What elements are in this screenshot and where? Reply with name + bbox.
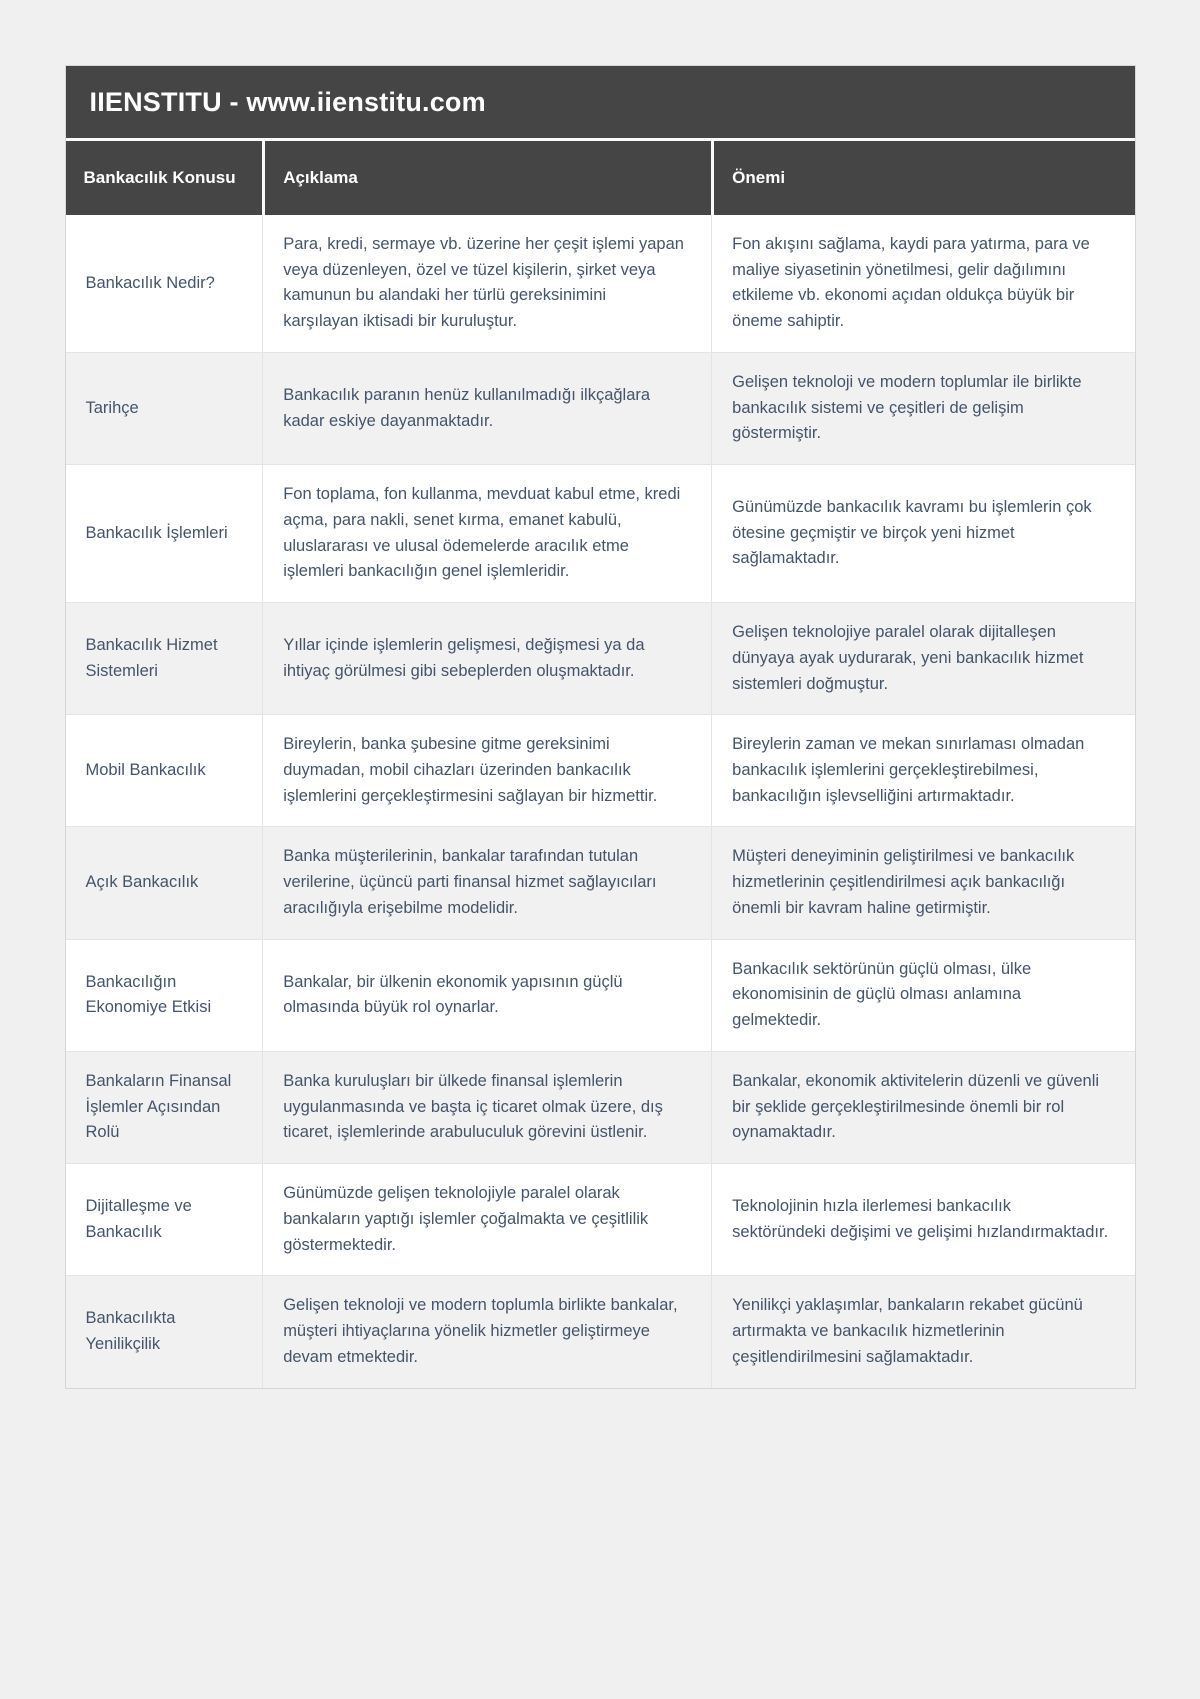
table-row <box>66 939 1135 1051</box>
topic-cell: Mobil Bankacılık <box>66 714 263 826</box>
banking-info-card <box>65 65 1136 1389</box>
description-cell: Yıllar içinde işlemlerin gelişmesi, değişmesi ya da ihtiyaç görülmesi gibi sebeplerden oluşmaktadır. <box>262 602 711 714</box>
importance-cell: Bankacılık sektörünün güçlü olması, ülke ekonomisinin de güçlü olması anlamına gelmektedir. <box>711 939 1134 1051</box>
description-cell: Banka müşterilerinin, bankalar tarafından tutulan verilerine, üçüncü parti finansal hizmet sağlayıcıları aracılığıyla erişebilme modelidir. <box>262 826 711 938</box>
importance-cell: Bankalar, ekonomik aktivitelerin düzenli ve güvenli bir şeklide gerçekleştirilmesinde önemli bir rol oynamaktadır. <box>711 1051 1134 1163</box>
topic-cell: Tarihçe <box>66 352 263 464</box>
topic-cell: Dijitalleşme ve Bankacılık <box>66 1163 263 1275</box>
description-cell: Bankalar, bir ülkenin ekonomik yapısının güçlü olmasında büyük rol oynarlar. <box>262 939 711 1051</box>
table-row <box>66 352 1135 464</box>
table-row <box>66 215 1135 352</box>
importance-cell: Fon akışını sağlama, kaydi para yatırma, para ve maliye siyasetinin yönetilmesi, gelir dağılımını etkileme vb. ekonomi açıdan oldukça büyük bir öneme sahiptir. <box>711 215 1134 352</box>
description-cell: Banka kuruluşları bir ülkede finansal işlemlerin uygulanmasında ve başta iç ticaret olmak üzere, dış ticaret, işlemlerinde arabuluculuk görevini üstlenir. <box>262 1051 711 1163</box>
importance-cell: Teknolojinin hızla ilerlemesi bankacılık sektöründeki değişimi ve gelişimi hızlandırmaktadır. <box>711 1163 1134 1275</box>
importance-cell: Bireylerin zaman ve mekan sınırlaması olmadan bankacılık işlemlerini gerçekleştirebilmesi, bankacılığın işlevselliğini artırmaktadır. <box>711 714 1134 826</box>
importance-cell: Müşteri deneyiminin geliştirilmesi ve bankacılık hizmetlerinin çeşitlendirilmesi açık bankacılığı önemli bir kavram haline getirmiştir. <box>711 826 1134 938</box>
table-header <box>66 141 1135 215</box>
table-row <box>66 1275 1135 1387</box>
banking-table <box>66 141 1135 1388</box>
topic-cell: Bankacılıkta Yenilikçilik <box>66 1275 263 1387</box>
table-row <box>66 826 1135 938</box>
description-cell: Para, kredi, sermaye vb. üzerine her çeşit işlemi yapan veya düzenleyen, özel ve tüzel kişilerin, şirket veya kamunun bu alandaki her türlü gereksinimini karşılayan iktisadi bir kuruluştur. <box>262 215 711 352</box>
importance-cell: Gelişen teknolojiye paralel olarak dijitalleşen dünyaya ayak uydurarak, yeni bankacılık hizmet sistemleri doğmuştur. <box>711 602 1134 714</box>
description-cell: Gelişen teknoloji ve modern toplumla birlikte bankalar, müşteri ihtiyaçlarına yönelik hizmetler geliştirmeye devam etmektedir. <box>262 1275 711 1387</box>
table-row <box>66 714 1135 826</box>
title-bar <box>66 66 1135 141</box>
table-body <box>66 215 1135 1388</box>
description-cell: Bireylerin, banka şubesine gitme gereksinimi duymadan, mobil cihazları üzerinden bankacılık işlemlerini gerçekleştirmesini sağlayan bir hizmettir. <box>262 714 711 826</box>
topic-cell: Bankacılık İşlemleri <box>66 464 263 602</box>
topic-cell: Bankaların Finansal İşlemler Açısından Rolü <box>66 1051 263 1163</box>
table-row <box>66 464 1135 602</box>
table-header-row <box>66 141 1135 215</box>
column-header-importance: Önemi <box>711 141 1134 215</box>
description-cell: Fon toplama, fon kullanma, mevduat kabul etme, kredi açma, para nakli, senet kırma, emanet kabulü, uluslararası ve ulusal ödemelerde aracılık etme işlemleri bankacılığın genel işlemleridir. <box>262 464 711 602</box>
column-header-description: Açıklama <box>262 141 711 215</box>
table-row <box>66 1051 1135 1163</box>
table-row <box>66 1163 1135 1275</box>
column-header-topic: Bankacılık Konusu <box>66 141 263 215</box>
description-cell: Bankacılık paranın henüz kullanılmadığı ilkçağlara kadar eskiye dayanmaktadır. <box>262 352 711 464</box>
page-title: IIENSTITU - www.iienstitu.com <box>89 87 486 117</box>
topic-cell: Bankacılık Nedir? <box>66 215 263 352</box>
topic-cell: Açık Bankacılık <box>66 826 263 938</box>
description-cell: Günümüzde gelişen teknolojiyle paralel olarak bankaların yaptığı işlemler çoğalmakta ve çeşitlilik göstermektedir. <box>262 1163 711 1275</box>
importance-cell: Gelişen teknoloji ve modern toplumlar ile birlikte bankacılık sistemi ve çeşitleri de gelişim göstermiştir. <box>711 352 1134 464</box>
importance-cell: Günümüzde bankacılık kavramı bu işlemlerin çok ötesine geçmiştir ve birçok yeni hizmet sağlamaktadır. <box>711 464 1134 602</box>
topic-cell: Bankacılık Hizmet Sistemleri <box>66 602 263 714</box>
topic-cell: Bankacılığın Ekonomiye Etkisi <box>66 939 263 1051</box>
table-row <box>66 602 1135 714</box>
importance-cell: Yenilikçi yaklaşımlar, bankaların rekabet gücünü artırmakta ve bankacılık hizmetlerinin çeşitlendirilmesini sağlamaktadır. <box>711 1275 1134 1387</box>
